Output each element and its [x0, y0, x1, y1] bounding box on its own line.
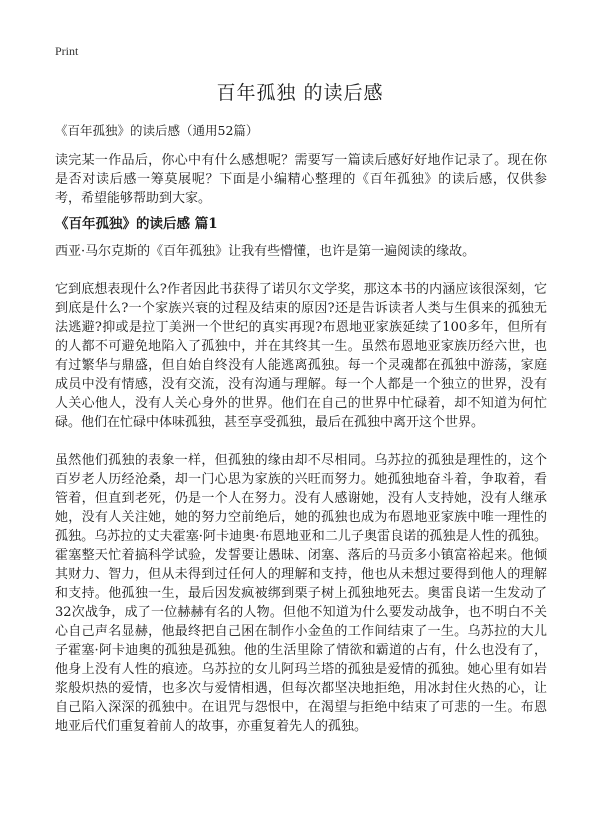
body-paragraph: 虽然他们孤独的表象一样，但孤独的缘由却不尽相同。乌苏拉的孤独是理性的，这个百岁老人历经沧桑，却一门心思为家族的兴旺而努力。她孤独地奋斗着，争取着，看管着，但直到老死，仍是一个人在努力。没有人感谢她，没有人支持她，没有人继承她，没有人关注她，她的努力空前绝后，她的孤独也成为布恩地亚家族中唯一理性的孤独。乌苏拉的丈夫霍塞·阿卡迪奥·布恩地亚和二儿子奥雷良诺的孤独是人性的孤独。霍塞整天忙着搞科学试验，发誓要让愚昧、闭塞、落后的马贡多小镇富裕起来。他倾其财力、智力，但从未得到过任何人的理解和支持，他也从未想过要得到他人的理解和支持。他孤独一生，最后因发疯被绑到栗子树上孤独地死去。奥雷良诺一生发动了32次战争，成了一位赫赫有名的人物。但他不知道为什么要发动战争，也不明白不关心自己声名显赫，他最终把自己困在制作小金鱼的工作间结束了一生。乌苏拉的大儿子霍塞·阿卡迪奥的孤独是孤独。他的生活里除了情欲和霸道的占有，什么也没有了，他身上没有人性的痕迹。乌苏拉的女儿阿玛兰塔的孤独是爱情的孤独。她心里有如岩浆般炽热的爱情，也多次与爱情相遇，但每次都坚决地拒绝，用冰封住火热的心，让自己陷入深深的孤独中。在诅咒与怨恨中，在渴望与拒绝中结束了可悲的一生。布恩地亚后代们重复着前人的故事，亦重复着先人的孤独。: [55, 453, 547, 734]
document-subtitle: 《百年孤独》的读后感（通用52篇）: [55, 123, 259, 138]
page-title: 百年孤独 的读后感: [216, 82, 384, 104]
section-heading: 《百年孤独》的读后感 篇1: [55, 216, 218, 232]
print-label: Print: [55, 44, 79, 58]
intro-paragraph: 读完某一作品后，你心中有什么感想呢？需要写一篇读后感好好地作记录了。现在你是否对读后感一筹莫展呢？下面是小编精心整理的《百年孤独》的读后感，仅供参考，希望能够帮助到大家。: [55, 153, 547, 206]
body-paragraph: 西亚·马尔克斯的《百年孤独》让我有些懵懂，也许是第一遍阅读的缘故。: [55, 244, 476, 259]
body-paragraph: 它到底想表现什么?作者因此书获得了诺贝尔文学奖，那这本书的内涵应该很深刻，它到底是什么?一个家族兴衰的过程及结束的原因?还是告诉读者人类与生俱来的孤独无法逃避?抑或是拉丁美洲一个世纪的真实再现?布恩地亚家族延续了100多年，但所有的人都不可避免地陷入了孤独中，并在其终其一生。虽然布恩地亚家族历经六世，也有过繁华与鼎盛，但自始自终没有人能逃离孤独。每一个灵魂都在孤独中游荡，家庭成员中没有情感，没有交流，没有沟通与理解。每一个人都是一个独立的世界，没有人关心他人，没有人关心身外的世界。他们在自己的世界中忙碌着，却不知道为何忙碌。他们在忙碌中体味孤独，甚至享受孤独，最后在孤独中离开这个世界。: [55, 282, 547, 430]
